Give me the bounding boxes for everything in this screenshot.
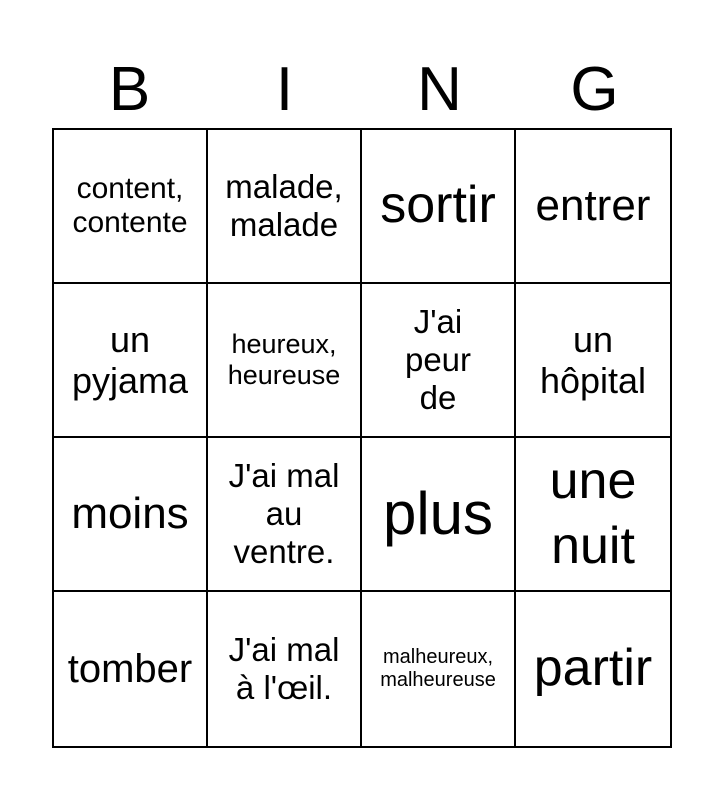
bingo-cell-r2c4[interactable]	[516, 284, 670, 438]
bingo-cell-r4c2[interactable]	[208, 592, 362, 746]
bingo-header	[52, 52, 672, 128]
cell-text: J'ai mal au ventre.	[228, 457, 340, 570]
cell-text: moins	[71, 488, 189, 538]
bingo-cell-r4c3[interactable]	[362, 592, 516, 746]
cell-text: plus	[382, 480, 494, 547]
bingo-cell-r3c4[interactable]	[516, 438, 670, 592]
cell-text: partir	[533, 639, 653, 698]
bingo-cell-r1c3[interactable]	[362, 130, 516, 284]
bingo-cell-r3c2[interactable]	[208, 438, 362, 592]
cell-text: entrer	[535, 180, 651, 230]
cell-text: content, contente	[72, 171, 188, 239]
header-letter-b: B	[108, 55, 151, 124]
bingo-cell-r3c3[interactable]	[362, 438, 516, 592]
cell-text: malade, malade	[225, 168, 343, 243]
cell-text: malheureux, malheureuse	[380, 646, 496, 691]
bingo-board	[52, 128, 672, 748]
cell-text: sortir	[380, 176, 496, 235]
bingo-cell-r1c1[interactable]	[54, 130, 208, 284]
cell-text: heureux, heureuse	[227, 328, 341, 390]
bingo-cell-r1c4[interactable]	[516, 130, 670, 284]
bingo-cell-r3c1[interactable]	[54, 438, 208, 592]
cell-text: J'ai mal à l'œil.	[228, 631, 340, 706]
bingo-cell-r4c1[interactable]	[54, 592, 208, 746]
header-letter-n: N	[417, 55, 462, 124]
cell-text: un hôpital	[539, 318, 647, 401]
cell-text: une nuit	[549, 452, 637, 575]
bingo-cell-r2c3[interactable]	[362, 284, 516, 438]
cell-text: tomber	[67, 647, 193, 691]
header-letter-i: I	[275, 55, 294, 124]
cell-text: un pyjama	[71, 318, 189, 401]
cell-text: J'ai peur de	[404, 303, 472, 416]
bingo-cell-r2c2[interactable]	[208, 284, 362, 438]
bingo-cell-r4c4[interactable]	[516, 592, 670, 746]
header-letter-g: G	[570, 55, 619, 124]
bingo-cell-r1c2[interactable]	[208, 130, 362, 284]
bingo-cell-r2c1[interactable]	[54, 284, 208, 438]
